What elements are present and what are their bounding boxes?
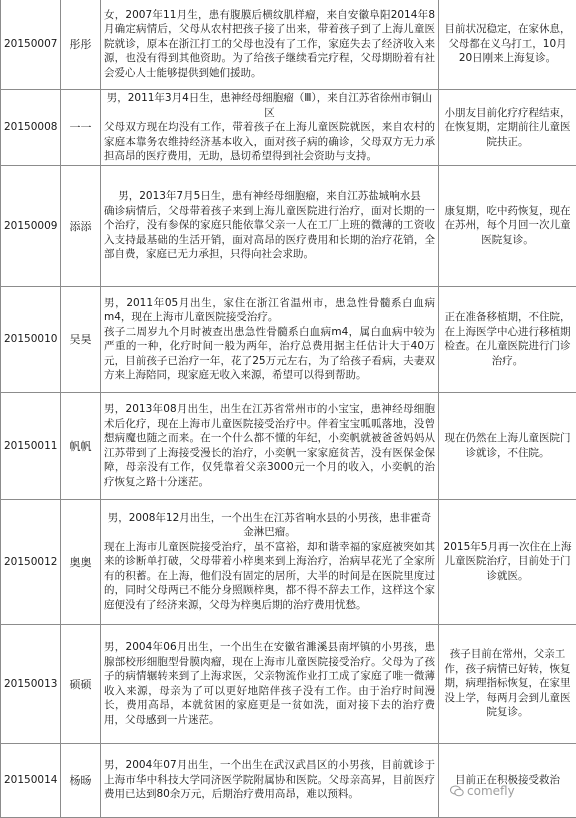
description-paragraph: 男，2011年3月4日生，患神经母细胞瘤（Ⅲ），来自江苏省徐州市铜山区 — [104, 91, 435, 120]
current-status: 现在仍然在上海儿童医院门诊就诊，不住院。 — [439, 392, 576, 499]
current-status: 目前状况稳定，在家休息，父母都在义乌打工，10月20日刚来上海复诊。 — [439, 0, 576, 90]
description-paragraph: 现在上海市儿童医院接受治疗，虽不富裕，却和谐幸福的家庭被突如其来的诊断单打破，父母带着小梓奥来到上海治疗，治病早花光了全家所有的积蓄。在上海，他们没有固定的居所，大半的时间是在医院里度过的，同时父母两已不能分身照顾梓奥，都不得不辞去工作，这样这个家庭便没有了经济来源，父母为梓奥后期的治疗费用忧愁。 — [104, 540, 435, 613]
child-name: 奥奥 — [61, 499, 101, 624]
description-paragraph: 孩子二周岁九个月时被查出患急性骨髓系白血病m4，属白血病中较为严重的一种，化疗时间一般为两年，治疗总费用据主任估计大于40万元，目前孩子已治疗一年，花了25万元左右，为了给孩子看病，夫妻双方来上海陪同，现家庭无收入来源，希望可以得到帮助。 — [104, 325, 435, 383]
watermark-text: comefly — [467, 784, 515, 798]
case-id: 20150010 — [1, 286, 61, 392]
case-description — [101, 286, 439, 392]
current-status: 小朋友目前化疗疗程结束，在恢复期，定期前往儿童医院扶正。 — [439, 90, 576, 166]
current-status: 孩子目前在常州，父亲工作，孩子病情已好转，恢复期，病理指标恢复，在家里没上学，每两月会到儿童医院复诊。 — [439, 624, 576, 743]
child-name: 吴昊 — [61, 286, 101, 392]
description-paragraph: 父母双方现在均没有工作，带着孩子在上海儿童医院就医，来自农村的家庭本靠务农维持经济基本收入，面对孩子病的确诊，父母双方无力承担高昂的医疗费用，无助，恳切希望得到社会资助与支持。 — [104, 120, 435, 164]
case-id: 20150007 — [1, 0, 61, 90]
table-row — [1, 392, 576, 499]
current-status: 2015年5月再一次住在上海儿童医院治疗，目前处于门诊就医。 — [439, 499, 576, 624]
child-name: 彤彤 — [61, 0, 101, 90]
case-description — [101, 743, 439, 817]
case-id: 20150012 — [1, 499, 61, 624]
table-row — [1, 90, 576, 166]
description-paragraph: 男，2013年7月5日生，患有神经母细胞瘤，来自江苏盐城响水县 — [104, 189, 435, 204]
child-name: 帆帆 — [61, 392, 101, 499]
description-paragraph: 男，2013年08月出生，出生在江苏省常州市的小宝宝，患神经母细胞术后化疗，现在上海市儿童医院接受治疗中。伴着宝宝呱呱落地，没曾想病魔也随之而来。在一个什么都不懂的年纪，小奕帆就被爸爸妈妈从江苏带到了上海接受漫长的治疗，小奕帆一家家庭贫苦，没有医保金保障，母亲没有工作，仅凭靠着父亲3000元一个月的收入，小奕帆的治疗恢复之路十分迷茫。 — [104, 402, 435, 489]
child-name: 杨旸 — [61, 743, 101, 817]
case-description — [101, 624, 439, 743]
current-status: 正在准备移植期，不住院，在上海医学中心进行移植期检查。在儿童医院进行门诊治疗。 — [439, 286, 576, 392]
description-paragraph: 男，2011年05月出生，家住在浙江省温州市，患急性骨髓系白血病m4，现在上海市儿童医院接受治疗。 — [104, 296, 435, 325]
case-id: 20150013 — [1, 624, 61, 743]
child-name: 硕硕 — [61, 624, 101, 743]
case-description — [101, 90, 439, 166]
table-row — [1, 0, 576, 90]
case-id: 20150009 — [1, 165, 61, 286]
watermark — [450, 784, 515, 798]
description-paragraph: 男，2008年12月出生，一个出生在江苏省响水县的小男孩，患非霍奇金淋巴瘤。 — [104, 511, 435, 540]
table-row — [1, 499, 576, 624]
case-description — [101, 392, 439, 499]
wechat-icon — [450, 785, 464, 797]
child-name: 一一 — [61, 90, 101, 166]
case-description — [101, 0, 439, 90]
case-id: 20150014 — [1, 743, 61, 817]
description-paragraph: 确诊病情后，父母带着孩子来到上海儿童医院进行治疗，面对长期的一个治疗，没有参保的家庭只能依靠父亲一人在工厂上班的微薄的工资收入支持最基础的生活开销，面对高昂的医疗费用和长期的治疗花销，全部自费，家庭已无力承担，只得向社会求助。 — [104, 204, 435, 262]
case-id: 20150008 — [1, 90, 61, 166]
current-status: 康复期，吃中药恢复，现在在苏州，每个月回一次儿童医院复诊。 — [439, 165, 576, 286]
case-description — [101, 165, 439, 286]
case-description — [101, 499, 439, 624]
table-row — [1, 624, 576, 743]
table-row — [1, 165, 576, 286]
table-row — [1, 286, 576, 392]
child-name: 添添 — [61, 165, 101, 286]
current-status: 目前正在积极接受救治 — [439, 743, 576, 817]
table-row — [1, 743, 576, 817]
description-paragraph: 男，2004年07月出生，一个出生在武汉武昌区的小男孩，目前就诊于上海市华中科技大学同济医学院附属协和医院。父母亲高昇，目前医疗费用已达到80余万元，后期治疗费用高昂，难以预料。 — [104, 758, 435, 802]
description-paragraph: 男，2004年06月出生，一个出生在安徽省濉溪县南坪镇的小男孩，患腺部校形细胞型骨膜肉瘤，现在上海市儿童医院接受治疗。父母为了孩子的病情辗转来到了上海求医，父亲物流作业打工成了家庭了唯一微薄收入来源，母亲为了可以更好地陪伴孩子没有工作。由于治疗时间漫长，费用高昂，本就贫困的家庭更是一贫如洗，面对接下去的治疗费用，父母感到一片迷茫。 — [104, 640, 435, 727]
description-paragraph: 女，2007年11月生，患有腹膜后横纹肌样瘤，来自安徽阜阳2014年8月确定病情后，父母从农村把孩子接了出来，带着孩子到了上海儿童医院就诊，原本在浙江打工的父母也没有了工作，家庭失去了经济收入来源，也没有得到其他资助。为了给孩子继续看完疗程，父母期盼着有社会爱心人士能够提供到她们援助。 — [104, 8, 435, 81]
case-id: 20150011 — [1, 392, 61, 499]
